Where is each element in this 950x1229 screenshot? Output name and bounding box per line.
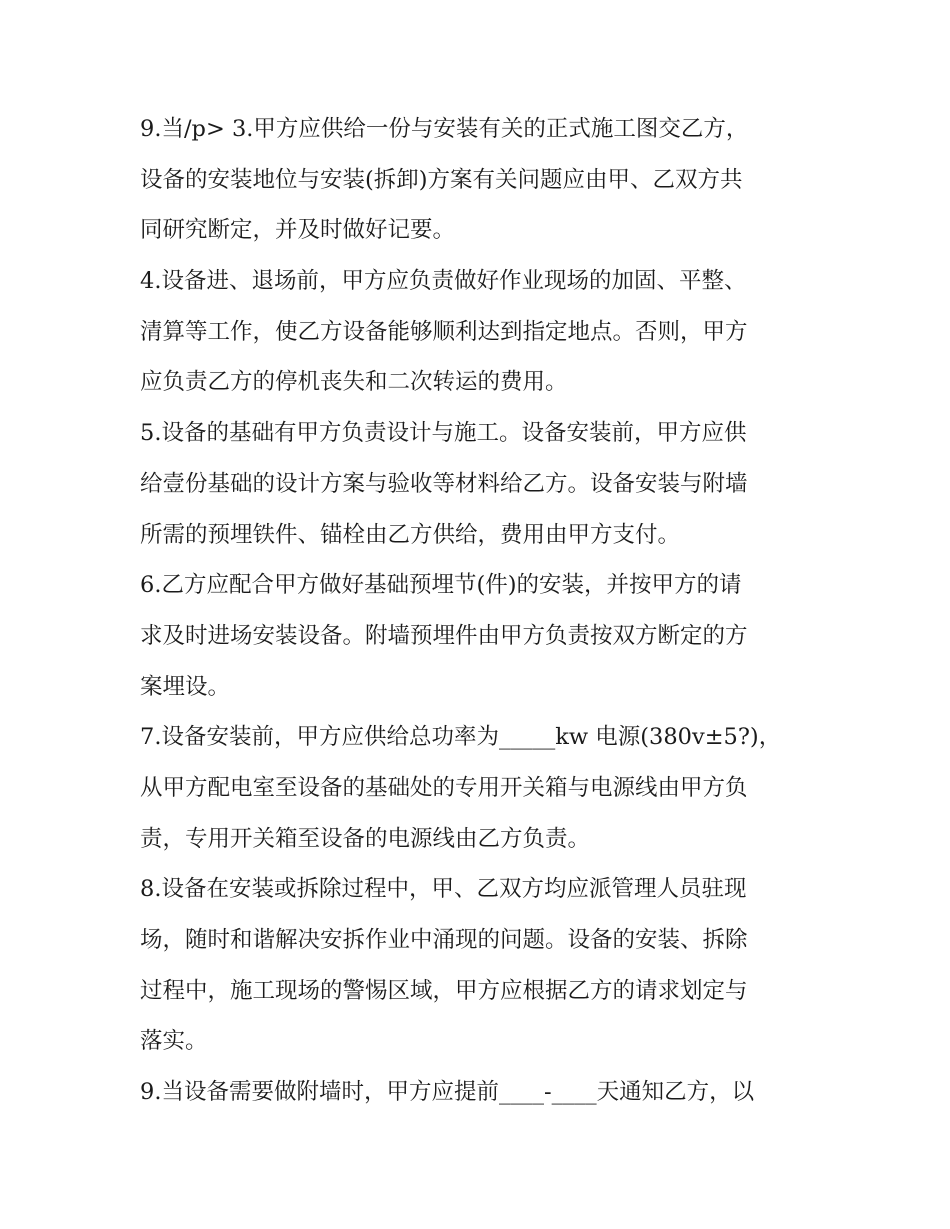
text-line: 7.设备安装前，甲方应供给总功率为_____kw 电源(380v±5?)，	[140, 724, 782, 751]
text-line: 求及时进场安装设备。附墙预埋件由甲方负责按双方断定的方	[140, 622, 748, 649]
text-line: 案埋设。	[140, 673, 231, 700]
document-body	[140, 104, 820, 1118]
text-line: 从甲方配电室至设备的基础处的专用开关箱与电源线由甲方负	[140, 774, 748, 801]
text-line: 过程中，施工现场的警惕区域，甲方应根据乙方的请求划定与	[140, 977, 748, 1004]
text-line: 9.当/p> 3.甲方应供给一份与安装有关的正式施工图交乙方，	[140, 116, 749, 142]
text-line: 所需的预埋铁件、锚栓由乙方供给，费用由甲方支付。	[140, 521, 681, 548]
text-line: 场，随时和谐解决安拆作业中涌现的问题。设备的安装、拆除	[140, 927, 748, 953]
text-line: 清算等工作，使乙方设备能够顺利达到指定地点。否则，甲方	[140, 318, 748, 345]
text-line: 6.乙方应配合甲方做好基础预埋节(件)的安装，并按甲方的请	[140, 572, 742, 599]
text-line: 4.设备进、退场前，甲方应负责做好作业现场的加固、平整、	[140, 268, 747, 295]
text-line: 责，专用开关箱至设备的电源线由乙方负责。	[140, 825, 591, 852]
text-line: 给壹份基础的设计方案与验收等材料给乙方。设备安装与附墙	[140, 470, 748, 497]
text-line: 应负责乙方的停机丧失和二次转运的费用。	[140, 369, 568, 396]
text-line: 5.设备的基础有甲方负责设计与施工。设备安装前，甲方应供	[140, 420, 747, 447]
text-line: 9.当设备需要做附墙时，甲方应提前____-____天通知乙方，以	[140, 1079, 755, 1106]
text-line: 8.设备在安装或拆除过程中，甲、乙双方均应派管理人员驻现	[140, 876, 747, 903]
text-line: 设备的安装地位与安装(拆卸)方案有关问题应由甲、乙双方共	[140, 166, 743, 193]
text-line: 落实。	[140, 1028, 208, 1055]
text-line: 同研究断定，并及时做好记要。	[140, 217, 456, 244]
